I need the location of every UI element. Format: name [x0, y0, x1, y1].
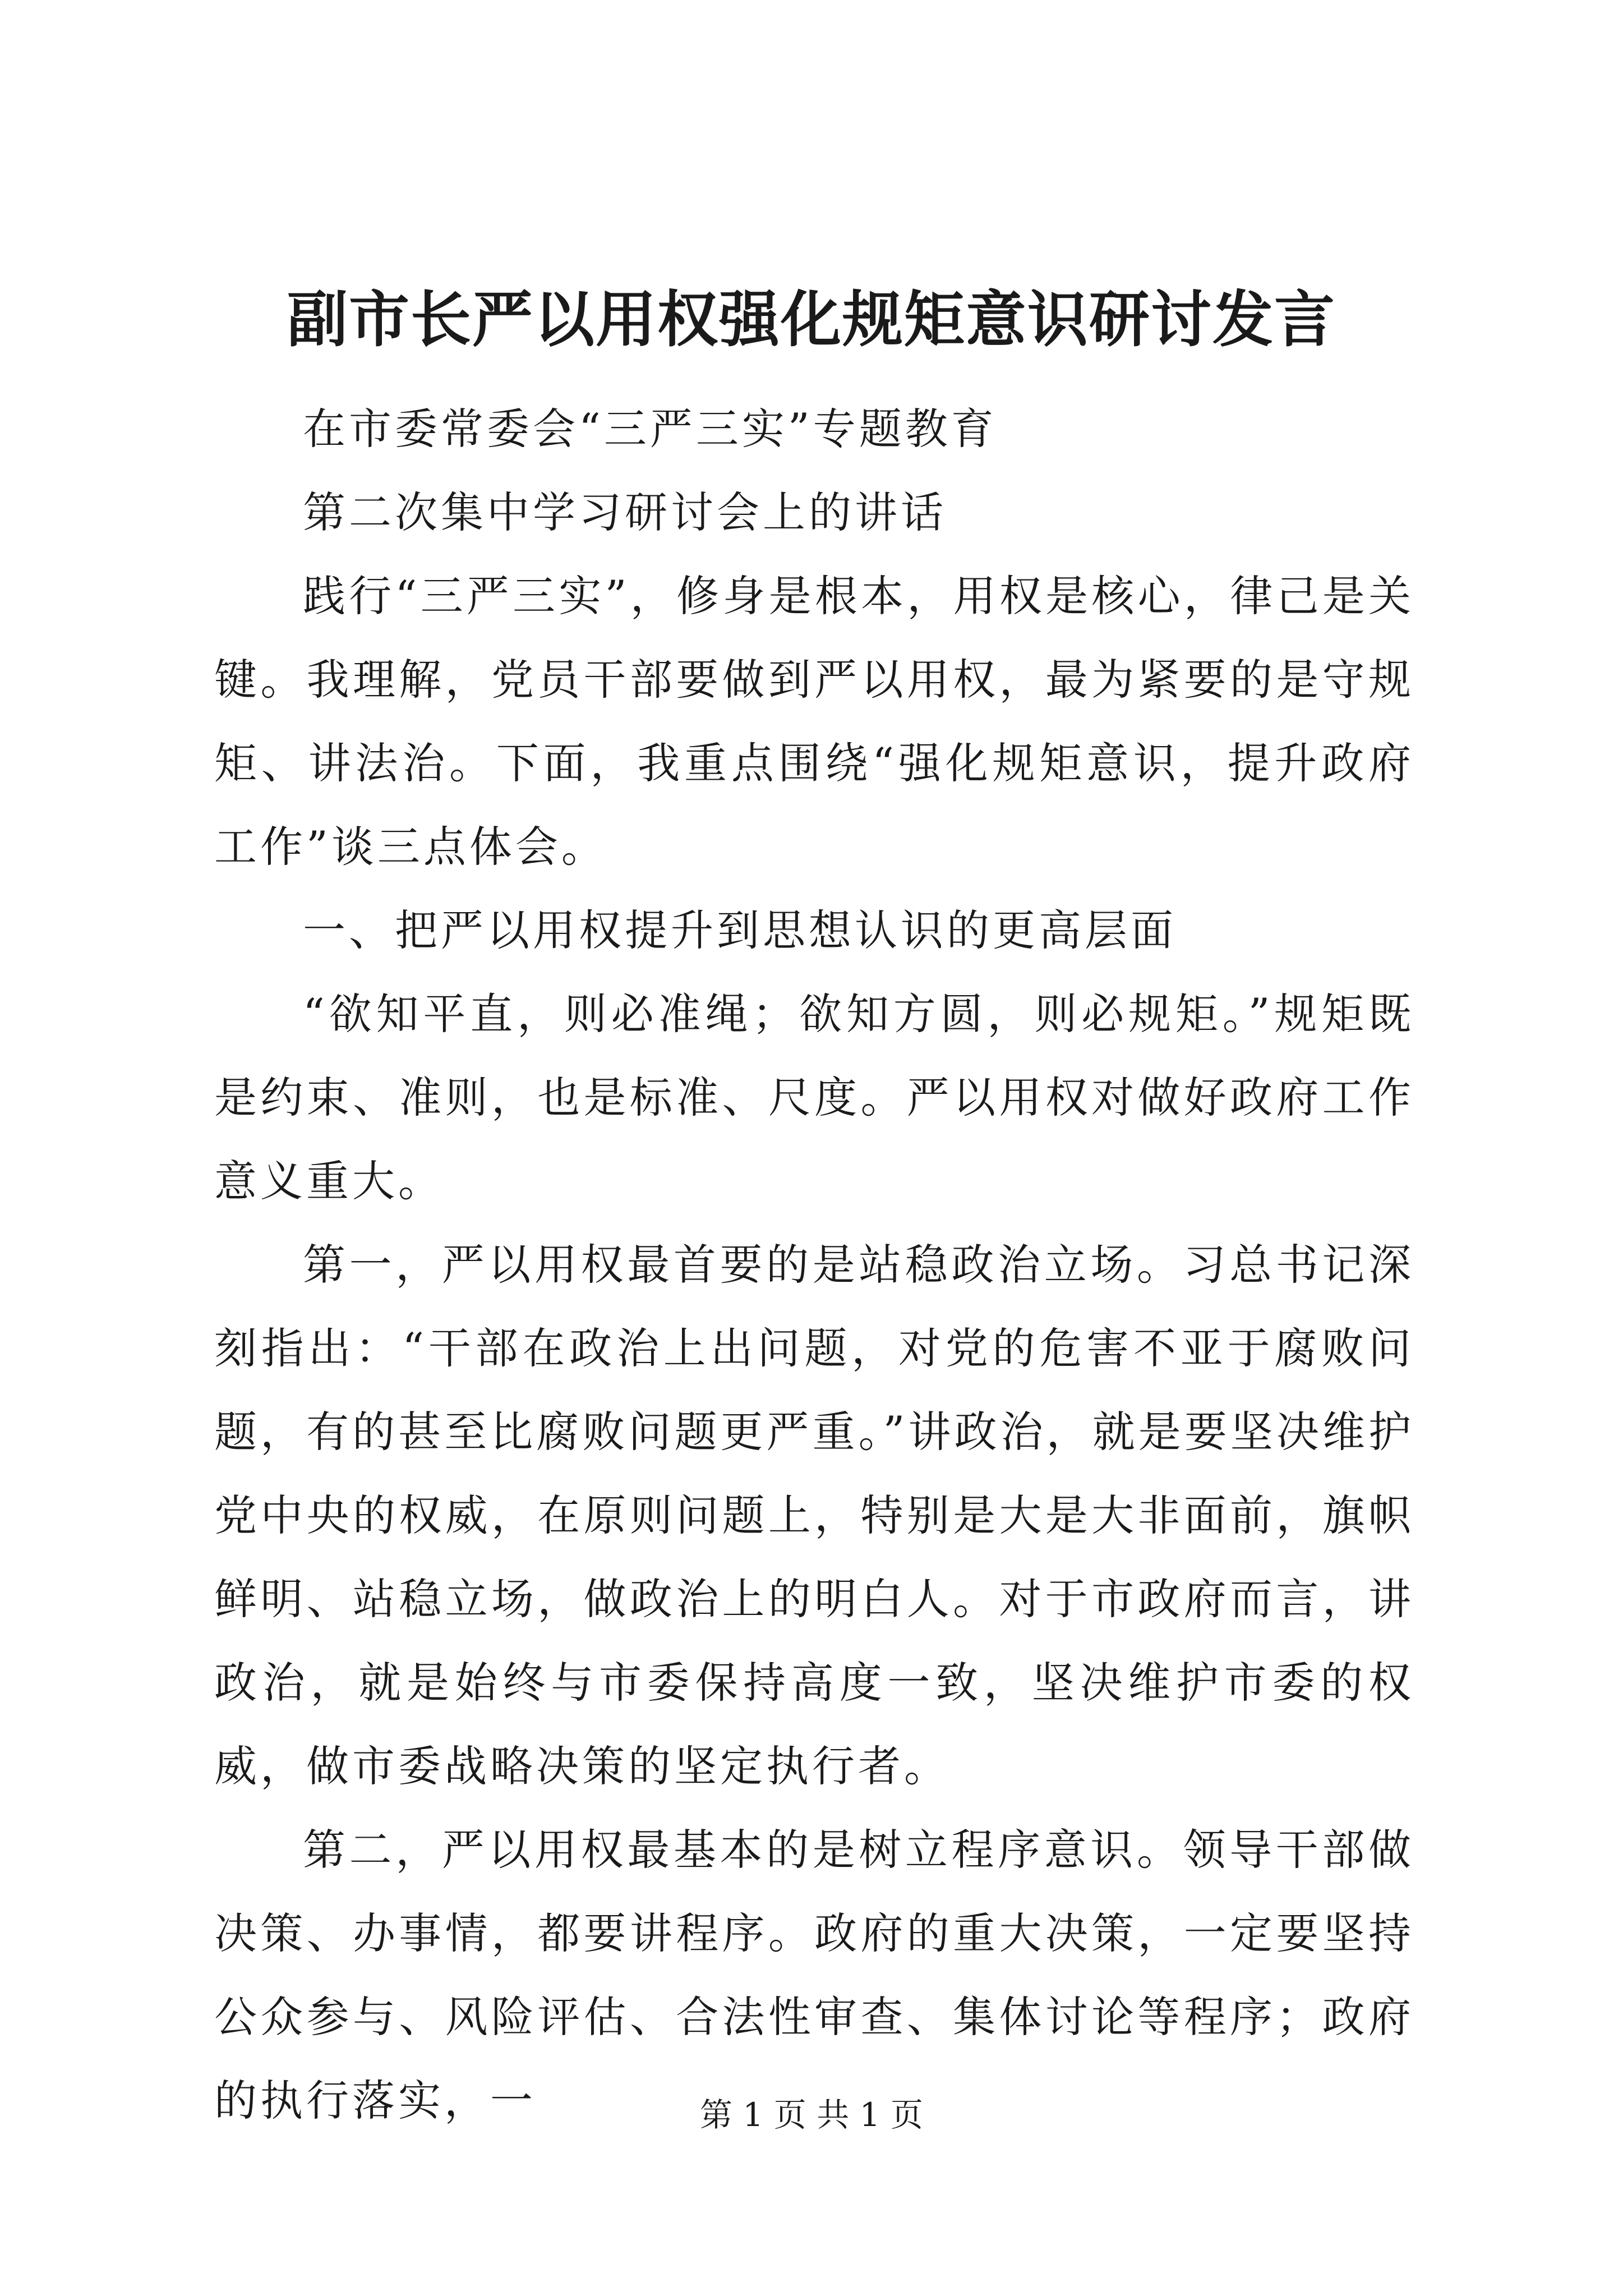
- document-body: [214, 387, 1414, 2142]
- paragraph-intro: 践行“三严三实”，修身是根本，用权是核心，律己是关键。我理解，党员干部要做到严以用权，最为紧要的是守规矩、讲法治。下面，我重点围绕“强化规矩意识，提升政府工作”谈三点体会。: [214, 571, 1414, 872]
- paragraph-quote: “欲知平直，则必准绳；欲知方圆，则必规矩。”规矩既是约束、准则，也是标准、尺度。严以用权对做好政府工作意义重大。: [214, 989, 1414, 1206]
- subtitle-line-1: 在市委常委会“三严三实”专题教育: [303, 404, 997, 454]
- page-footer: 第 1 页 共 1 页: [700, 2096, 923, 2134]
- document-title: 副市长严以用权强化规矩意识研讨发言: [287, 284, 1336, 355]
- paragraph-point-2: 第二，严以用权最基本的是树立程序意识。领导干部做决策、办事情，都要讲程序。政府的重大决策，一定要坚持公众参与、风险评估、合法性审查、集体讨论等程序；政府的执行落实，一: [214, 1825, 1414, 2125]
- section-heading-1: 一、把严以用权提升到思想认识的更高层面: [303, 905, 1177, 955]
- paragraph-point-1: 第一，严以用权最首要的是站稳政治立场。习总书记深刻指出：“干部在政治上出问题，对党的危害不亚于腐败问题，有的甚至比腐败问题更严重。”讲政治，就是要坚决维护党中央的权威，在原则问题上，特别是大是大非面前，旗帜鲜明、站稳立场，做政治上的明白人。对于市政府而言，讲政治，就是始终与市委保持高度一致，坚决维护市委的权威，做市委战略决策的坚定执行者。: [214, 1240, 1414, 1791]
- subtitle-line-2: 第二次集中学习研讨会上的讲话: [303, 487, 947, 537]
